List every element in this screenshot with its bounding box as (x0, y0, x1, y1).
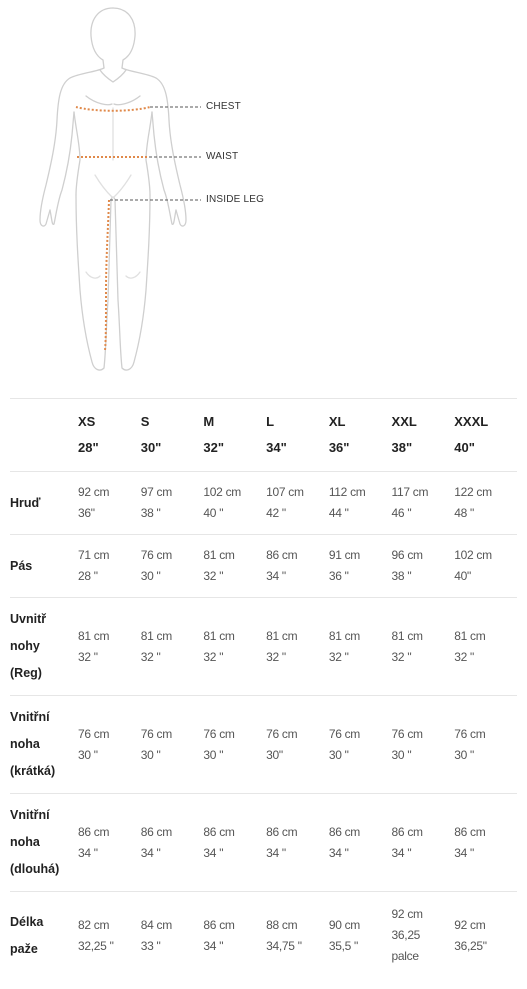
table-cell: 71 cm 28 " (78, 535, 141, 598)
table-cell: 90 cm 35,5 " (329, 892, 392, 980)
table-cell: 112 cm 44 " (329, 472, 392, 535)
table-cell: 92 cm 36,25 palce (392, 892, 455, 980)
table-cell: 86 cm 34 " (329, 794, 392, 892)
table-cell: 117 cm 46 " (392, 472, 455, 535)
table-cell: 92 cm 36" (78, 472, 141, 535)
table-cell: 81 cm 32 " (78, 598, 141, 696)
table-cell: 81 cm 32 " (141, 598, 204, 696)
table-cell: 86 cm 34 " (454, 794, 517, 892)
table-row-chest (10, 472, 517, 535)
human-figure-illustration (0, 0, 527, 380)
table-cell: 76 cm 30 " (78, 696, 141, 794)
table-row-inside-leg-short (10, 696, 517, 794)
row-label-arm-length: Délka paže (10, 892, 78, 980)
body-measurement-diagram (0, 0, 527, 380)
table-cell: 76 cm 30" (266, 696, 329, 794)
table-cell: 76 cm 30 " (203, 696, 266, 794)
table-cell: 76 cm 30 " (454, 696, 517, 794)
row-label-inside-leg-reg: Uvnitř nohy (Reg) (10, 598, 78, 696)
table-cell: 81 cm 32 " (203, 535, 266, 598)
row-label-inside-leg-short: Vnitřní noha (krátká) (10, 696, 78, 794)
table-row-arm-length (10, 892, 517, 980)
row-label-waist: Pás (10, 535, 78, 598)
row-label-inside-leg-long: Vnitřní noha (dlouhá) (10, 794, 78, 892)
table-cell: 86 cm 34 " (266, 794, 329, 892)
table-cell: 96 cm 38 " (392, 535, 455, 598)
table-cell: 81 cm 32 " (392, 598, 455, 696)
table-cell: 86 cm 34 " (266, 535, 329, 598)
size-header-xxxl: XXXL 40" (454, 399, 517, 472)
table-row-inside-leg-long (10, 794, 517, 892)
table-cell: 81 cm 32 " (454, 598, 517, 696)
table-cell: 84 cm 33 " (141, 892, 204, 980)
waist-callout: WAIST (206, 151, 239, 162)
table-cell: 86 cm 34 " (392, 794, 455, 892)
table-cell: 88 cm 34,75 " (266, 892, 329, 980)
table-cell: 91 cm 36 " (329, 535, 392, 598)
table-row-waist (10, 535, 517, 598)
table-cell: 81 cm 32 " (203, 598, 266, 696)
table-cell: 102 cm 40" (454, 535, 517, 598)
size-header-l: L 34" (266, 399, 329, 472)
header-empty-cell (10, 399, 78, 472)
size-chart-table (10, 398, 517, 980)
table-cell: 81 cm 32 " (266, 598, 329, 696)
table-cell: 86 cm 34 " (203, 794, 266, 892)
chest-callout: CHEST (206, 101, 241, 112)
inside-leg-callout: INSIDE LEG (206, 194, 265, 205)
table-cell: 76 cm 30 " (141, 696, 204, 794)
size-header-xxl: XXL 38" (392, 399, 455, 472)
size-header-xl: XL 36" (329, 399, 392, 472)
size-header-m: M 32" (203, 399, 266, 472)
table-row-inside-leg-reg (10, 598, 517, 696)
table-cell: 107 cm 42 " (266, 472, 329, 535)
table-cell: 76 cm 30 " (141, 535, 204, 598)
table-cell: 122 cm 48 " (454, 472, 517, 535)
table-cell: 81 cm 32 " (329, 598, 392, 696)
row-label-chest: Hruď (10, 472, 78, 535)
table-cell: 86 cm 34 " (203, 892, 266, 980)
table-cell: 76 cm 30 " (329, 696, 392, 794)
table-cell: 86 cm 34 " (141, 794, 204, 892)
size-header-s: S 30" (141, 399, 204, 472)
table-cell: 92 cm 36,25" (454, 892, 517, 980)
table-cell: 82 cm 32,25 " (78, 892, 141, 980)
table-cell: 97 cm 38 " (141, 472, 204, 535)
table-cell: 86 cm 34 " (78, 794, 141, 892)
table-cell: 102 cm 40 " (203, 472, 266, 535)
size-header-xs: XS 28" (78, 399, 141, 472)
table-cell: 76 cm 30 " (392, 696, 455, 794)
size-header-row (10, 399, 517, 472)
